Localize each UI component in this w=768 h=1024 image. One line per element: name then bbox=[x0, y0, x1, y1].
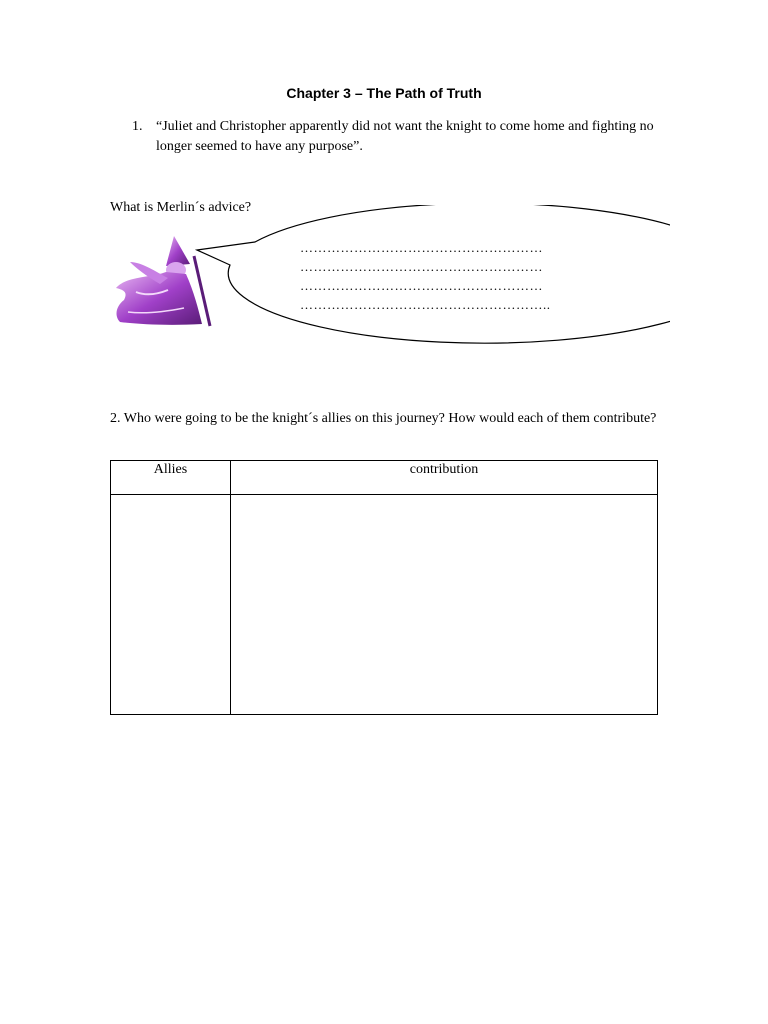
contribution-header: contribution bbox=[231, 461, 658, 495]
answer-line[interactable]: ……………………………………………… bbox=[300, 240, 543, 255]
question-1-number: 1. bbox=[132, 119, 143, 134]
answer-line[interactable]: ……………………………………………… bbox=[300, 278, 543, 293]
table-row bbox=[111, 495, 658, 715]
answer-line[interactable]: ……………………………………………… bbox=[300, 259, 543, 274]
question-1-text: “Juliet and Christopher apparently did not want the knight to come home and fighting no longer seemed to have any purpose”. bbox=[156, 119, 654, 154]
allies-cell[interactable] bbox=[111, 495, 231, 715]
answer-line[interactable]: ……………………………………………….. bbox=[300, 297, 551, 312]
answer-lines[interactable] bbox=[300, 238, 551, 314]
page-title: Chapter 3 – The Path of Truth bbox=[286, 85, 482, 101]
merlin-question: What is Merlin´s advice? bbox=[110, 200, 252, 215]
allies-header: Allies bbox=[111, 461, 231, 495]
question-2: 2. Who were going to be the knight´s allies on this journey? How would each of them contribute? bbox=[110, 411, 657, 426]
merlin-wizard-icon bbox=[106, 232, 226, 332]
allies-table bbox=[110, 460, 658, 715]
table-header-row bbox=[111, 461, 658, 495]
contribution-cell[interactable] bbox=[231, 495, 658, 715]
